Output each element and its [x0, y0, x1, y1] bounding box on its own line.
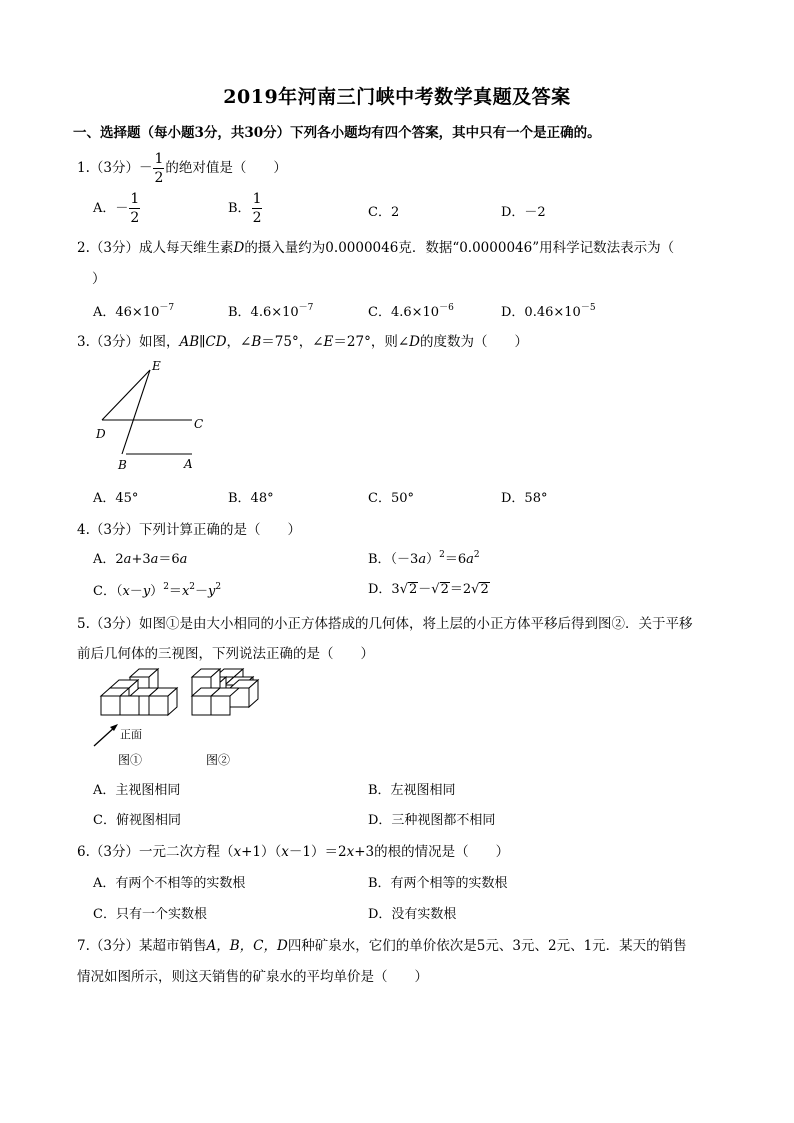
- q2-option-b-base: B．4.6×10: [228, 305, 299, 320]
- q1-option-b-label: B．: [228, 201, 251, 216]
- q4-d-eq: ＝2: [449, 582, 472, 597]
- q4-a-var2: a: [150, 552, 159, 567]
- q5-figure-2-label: 图②: [206, 753, 231, 767]
- question-3: [77, 330, 528, 350]
- q3-text-c: ＝75°，∠: [261, 334, 324, 350]
- q6-p1: 6.（3分）一元二次方程（: [77, 844, 234, 860]
- q2-option-b-exp: －7: [298, 303, 314, 313]
- section-heading: 一、选择题（每小题3分，共30分）下列各小题均有四个答案，其中只有一个是正确的。: [73, 125, 601, 141]
- q6-x1: x: [233, 844, 242, 860]
- q4-b-p: B．（－3: [368, 552, 419, 567]
- q1-option-b: [228, 192, 263, 225]
- q3-angle-b: B: [251, 334, 262, 350]
- q4-d-r1: 2: [409, 582, 418, 597]
- q1-fraction-numerator: 1: [154, 151, 164, 167]
- q4-c-exp2: 2: [189, 582, 196, 592]
- q4-b-exp1: 2: [439, 550, 445, 560]
- question-2-line-1: [77, 236, 674, 256]
- q5-option-c: C．俯视图相同: [93, 813, 181, 828]
- q3-label-e: E: [152, 359, 161, 373]
- q1-minus: －: [138, 160, 153, 176]
- q2-text-a: 2.（3分）成人每天维生素: [77, 240, 234, 256]
- q4-c-mm: －: [195, 584, 209, 599]
- q2-option-d-exp: －5: [580, 303, 596, 313]
- q3-text-d: ＝27°，则∠: [333, 334, 410, 350]
- question-7-line-1: [77, 934, 687, 954]
- question-5-line-2: 前后几何体的三视图，下列说法正确的是（ ）: [77, 646, 374, 662]
- q5-option-a: A．主视图相同: [93, 783, 181, 798]
- q6-option-c: C．只有一个实数根: [93, 907, 207, 922]
- q3-option-d: D．58°: [501, 491, 548, 506]
- q4-a-p: A．2: [93, 552, 124, 567]
- q2-option-b: [228, 300, 313, 320]
- q4-d-r3: 2: [480, 582, 489, 597]
- q1-option-c: C．2: [368, 205, 400, 220]
- q4-option-a: [93, 548, 187, 567]
- q7-vars: A，B，C，D: [206, 938, 288, 954]
- q1-option-a: [93, 192, 141, 225]
- q5-figure-1-label: 图①: [118, 753, 143, 767]
- q2-option-a: [93, 300, 174, 320]
- q4-c-y2: y: [208, 584, 216, 599]
- q1-fraction: [153, 152, 164, 185]
- q3-text-a: 3.（3分）如图，: [77, 334, 180, 350]
- q4-option-c: [93, 580, 221, 599]
- q2-option-c: [368, 300, 454, 320]
- q3-angle-d: D: [409, 334, 420, 350]
- q3-parallel: AB∥CD: [179, 334, 227, 350]
- q5-front-label: 正面: [120, 728, 142, 741]
- q6-x3: x: [346, 844, 355, 860]
- q1-fraction-denominator: 2: [154, 170, 164, 186]
- q4-b-eq: ＝6: [444, 552, 467, 567]
- q6-p2: +1）（: [241, 844, 282, 860]
- q1-number: 1.（3分）: [77, 160, 139, 176]
- question-2-line-2: ）: [92, 271, 106, 287]
- q4-a-var1: a: [123, 552, 132, 567]
- q2-text-b: 的摄入量约为0.0000046克．数据“0.0000046”用科学记数法表示为（: [244, 240, 675, 256]
- q4-a-eq: ＝6: [158, 552, 180, 567]
- q5-option-d: D．三种视图都不相同: [368, 813, 496, 828]
- q6-option-a: A．有两个不相等的实数根: [93, 876, 246, 891]
- q4-option-b: [368, 548, 480, 567]
- q6-option-b: B．有两个相等的实数根: [368, 876, 508, 891]
- q4-a-m: +3: [131, 552, 151, 567]
- q4-c-eq: ＝: [168, 584, 182, 599]
- question-1: [77, 152, 287, 185]
- q2-option-d: [501, 300, 596, 320]
- q1-option-a-label: A．－: [93, 201, 129, 216]
- q3-line-eb: [122, 370, 150, 454]
- sqrt-icon: √: [431, 582, 440, 597]
- q4-c-exp1: 2: [163, 582, 169, 592]
- q3-option-b: B．48°: [228, 491, 274, 506]
- sqrt-icon: √: [471, 582, 480, 597]
- q4-c-y1: y: [142, 584, 151, 599]
- q2-var: D: [233, 240, 245, 256]
- question-7-line-2: 情况如图所示，则这天销售的矿泉水的平均单价是（ ）: [77, 969, 428, 985]
- q4-c-c: ）: [150, 584, 164, 599]
- q4-b-var2: a: [466, 552, 474, 567]
- q2-option-a-base: A．46×10: [93, 305, 160, 320]
- q2-option-d-base: D．0.46×10: [501, 305, 581, 320]
- q3-text-b: ，∠: [226, 334, 252, 350]
- q7-p2: 四种矿泉水，它们的单价依次是5元、3元、2元、1元．某天的销售: [287, 938, 687, 954]
- q4-c-p: C．（: [93, 584, 123, 599]
- q3-text-e: 的度数为（ ）: [419, 334, 528, 350]
- q1-text: 的绝对值是（ ）: [165, 160, 287, 176]
- q3-label-c: C: [194, 417, 204, 431]
- q4-d-m: －: [418, 582, 432, 597]
- q4-d-r2: 2: [440, 582, 449, 597]
- q1-option-d: D．－2: [501, 205, 546, 220]
- q4-b-m: ）: [426, 552, 440, 567]
- q4-a-var3: a: [179, 552, 188, 567]
- q4-b-var1: a: [418, 552, 427, 567]
- q1-option-a-numerator: 1: [130, 191, 140, 207]
- q7-p1: 7.（3分）某超市销售: [77, 938, 207, 954]
- q5-cube-figures: [88, 664, 273, 774]
- q4-c-m: －: [129, 584, 143, 599]
- q3-geometry-figure: [88, 358, 218, 476]
- q1-option-b-denominator: 2: [252, 210, 262, 226]
- q6-option-d: D．没有实数根: [368, 907, 457, 922]
- question-5-line-1: 5.（3分）如图①是由大小相同的小正方体搭成的几何体，将上层的小正方体平移后得到图②．关于平移: [77, 616, 693, 632]
- q4-c-x2: x: [181, 584, 190, 599]
- q6-x2: x: [281, 844, 289, 860]
- q1-option-b-numerator: 1: [252, 191, 262, 207]
- q2-option-c-exp: －6: [439, 303, 454, 313]
- q5-option-b: B．左视图相同: [368, 783, 456, 798]
- q3-label-a: A: [184, 457, 193, 471]
- q4-option-d: [368, 578, 490, 597]
- sqrt-icon: √: [399, 582, 408, 597]
- q3-angle-e: E: [323, 334, 334, 350]
- q3-option-c: C．50°: [368, 491, 414, 506]
- q6-p3: －1）＝2: [288, 844, 347, 860]
- q4-c-exp3: 2: [215, 582, 222, 592]
- q4-b-exp2: 2: [473, 550, 480, 560]
- q1-option-a-denominator: 2: [130, 210, 140, 226]
- q2-option-a-exp: －7: [159, 303, 175, 313]
- q3-label-b: B: [118, 458, 127, 472]
- question-6: [77, 840, 509, 860]
- q6-p4: +3的根的情况是（ ）: [354, 844, 510, 860]
- q3-label-d: D: [96, 427, 106, 441]
- q3-option-a: A．45°: [93, 491, 139, 506]
- page-title: 2019年河南三门峡中考数学真题及答案: [223, 86, 571, 108]
- q3-line-de: [102, 370, 150, 420]
- q4-c-x1: x: [122, 584, 130, 599]
- q4-d-p: D．3: [368, 582, 400, 597]
- q2-option-c-base: C．4.6×10: [368, 305, 440, 320]
- question-4: 4.（3分）下列计算正确的是（ ）: [77, 522, 301, 538]
